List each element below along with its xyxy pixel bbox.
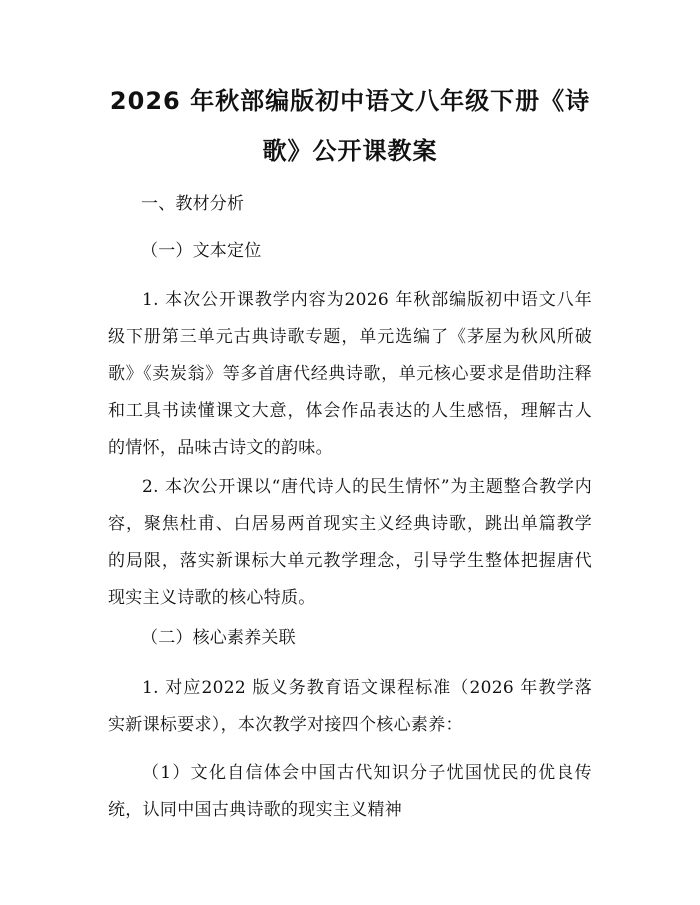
paragraph-2: 2. 本次公开课以“唐代诗人的民生情怀”为主题整合教学内容，聚焦杜甫、白居易两首现实主义经典诗歌，跳出单篇教学的局限，落实新课标大单元教学理念，引导学生整体把握唐代现实主义诗歌的核心特质。 <box>108 477 592 608</box>
paragraph-4: （1）文化自信体会中国古代知识分子忧国忧民的优良传统，认同中国古典诗歌的现实主义精神 <box>108 763 592 820</box>
subsection-heading-core-literacy: （二）核心素养关联 <box>141 628 296 648</box>
paragraph-3: 1. 对应2022 版义务教育语文课程标准（2026 年教学落实新课标要求），本次教学对接四个核心素养： <box>108 678 592 735</box>
paragraph-1: 1. 本次公开课教学内容为2026 年秋部编版初中语文八年级下册第三单元古典诗歌专题，单元选编了《茅屋为秋风所破歌》《卖炭翁》等多首唐代经典诗歌，单元核心要求是借助注释和工具书读懂课文大意，体会作品表达的人生感悟，理解古人的情怀，品味古诗文的韵味。 <box>108 290 592 458</box>
document-title-line-2: 歌》公开课教案 <box>262 137 438 165</box>
subsection-heading-text-positioning: （一）文本定位 <box>141 241 262 261</box>
section-heading-teaching-material-analysis: 一、教材分析 <box>141 194 245 214</box>
document-title-line-1: 2026 年秋部编版初中语文八年级下册《诗 <box>109 87 591 115</box>
